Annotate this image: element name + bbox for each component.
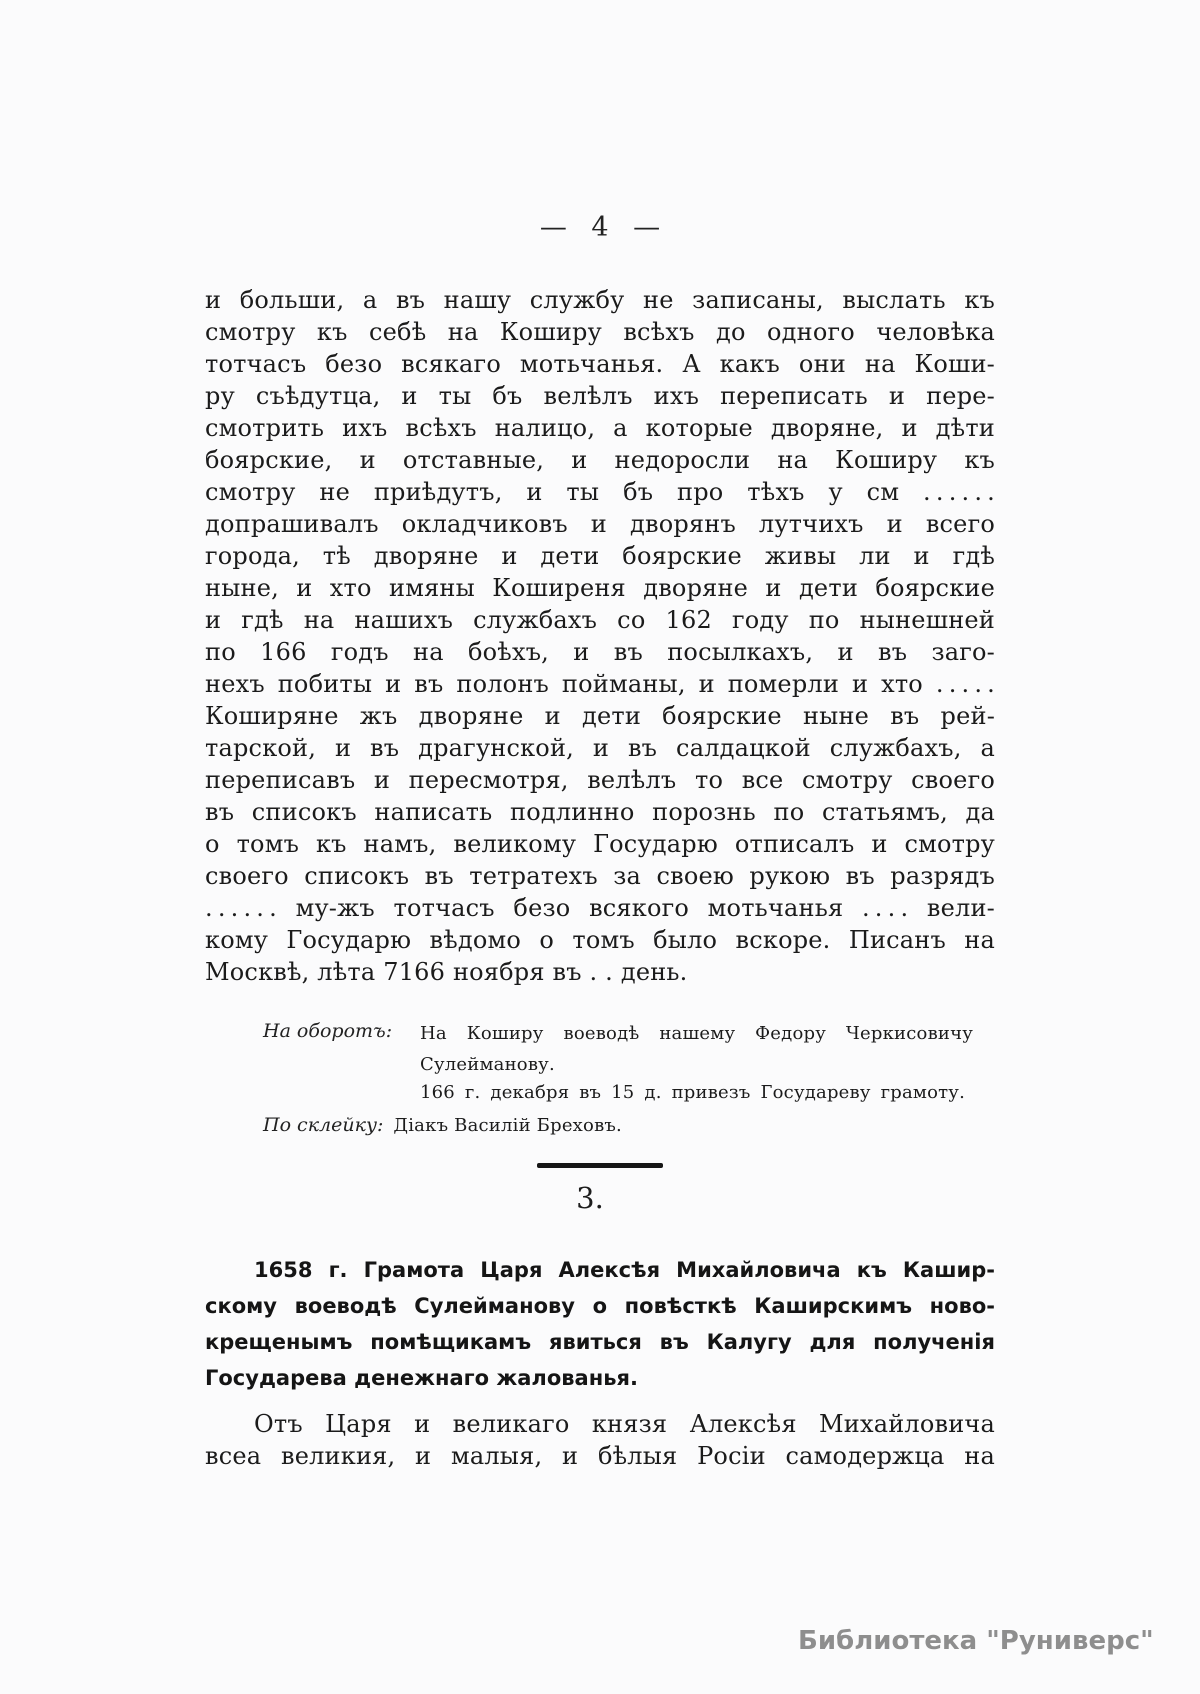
text-line: тотчасъ безо всякаго мотьчанья. А какъ они на Коши-: [205, 350, 995, 378]
text-line: кому Государю вѣдомо о томъ было вскоре. Писанъ на: [205, 926, 995, 954]
text-line: и больши, а въ нашу службу не записаны, выслать къ: [205, 286, 995, 314]
text-line: Отъ Царя и великаго князя Алексѣя Михайловича: [254, 1410, 995, 1438]
text-line: крещенымъ помѣщикамъ явиться въ Калугу для полученія: [205, 1330, 995, 1354]
text-line: Государева денежнаго жалованья.: [205, 1366, 638, 1390]
section-number: 3.: [576, 1181, 604, 1215]
section-opening-paragraph: [205, 1408, 995, 1472]
text-line: смотрить ихъ всѣхъ налицо, а которые дворяне, и дѣти: [205, 414, 995, 442]
text-line: всеа великия, и малыя, и бѣлыя Росіи самодержца на: [205, 1442, 995, 1470]
text-line: по 166 годъ на боѣхъ, и въ посылкахъ, и въ заго-: [205, 638, 995, 666]
text-line: и гдѣ на нашихъ службахъ со 162 году по нынешней: [205, 606, 995, 634]
text-line: скому воеводѣ Сулейманову о повѣсткѣ Каширскимъ ново-: [205, 1294, 995, 1318]
annotation-gluing-row: [263, 1110, 963, 1141]
library-watermark: Библиотека "Руниверс": [798, 1626, 1154, 1656]
text-line: смотру къ себѣ на Коширу всѣхъ до одного человѣка: [205, 318, 995, 346]
section-divider-rule: [537, 1163, 663, 1168]
annotation-reverse-label: На оборотъ:: [263, 1020, 393, 1042]
text-line: нехъ побиты и въ полонъ пойманы, и померли и хто . . . . .: [205, 670, 995, 698]
text-line: ныне, и хто имяны Коширеня дворяне и дети боярские: [205, 574, 995, 602]
text-line: допрашивалъ окладчиковъ и дворянъ лутчихъ и всего: [205, 510, 995, 538]
text-line: Москвѣ, лѣта 7166 ноября въ . . день.: [205, 958, 688, 986]
section-heading: [205, 1252, 995, 1396]
text-line: 1658 г. Грамота Царя Алексѣя Михайловича къ Кашир-: [254, 1258, 995, 1282]
text-line: въ списокъ написать подлинно порознь по статьямъ, да: [205, 798, 995, 826]
text-line: На Коширу воеводѣ нашему Федору Черкисовичу: [420, 1023, 973, 1044]
text-line: своего списокъ въ тетратехъ за своею рукою въ разрядъ: [205, 862, 995, 890]
text-line: . . . . . . му-жъ тотчасъ безо всякого мотьчанья . . . . вели-: [205, 894, 995, 922]
text-line: города, тѣ дворяне и дети боярские живы ли и гдѣ: [205, 542, 995, 570]
text-line: Коширяне жъ дворяне и дети боярские ныне въ рей-: [205, 702, 995, 730]
annotation-gluing-label: По склейку:: [263, 1114, 384, 1136]
annotation-delivery-text: [420, 1078, 965, 1108]
text-line: 166 г. декабря въ 15 д. привезъ Государеву грамоту.: [420, 1082, 965, 1103]
page-number: — 4 —: [539, 212, 661, 243]
annotation-gluing-text: Діакъ Василій Бреховъ.: [393, 1115, 622, 1136]
annotation-reverse-text: [420, 1018, 973, 1080]
text-line: смотру не приѣдутъ, и ты бъ про тѣхъ у см . . . . . .: [205, 478, 995, 506]
text-line: Сулейманову.: [420, 1054, 555, 1075]
text-line: боярские, и отставные, и недоросли на Коширу къ: [205, 446, 995, 474]
body-paragraph: [205, 284, 995, 988]
text-line: переписавъ и пересмотря, велѣлъ то все смотру своего: [205, 766, 995, 794]
text-line: о томъ къ намъ, великому Государю отписалъ и смотру: [205, 830, 995, 858]
text-line: тарской, и въ драгунской, и въ салдацкой службахъ, а: [205, 734, 995, 762]
text-line: ру съѣдутца, и ты бъ велѣлъ ихъ переписать и пере-: [205, 382, 995, 410]
